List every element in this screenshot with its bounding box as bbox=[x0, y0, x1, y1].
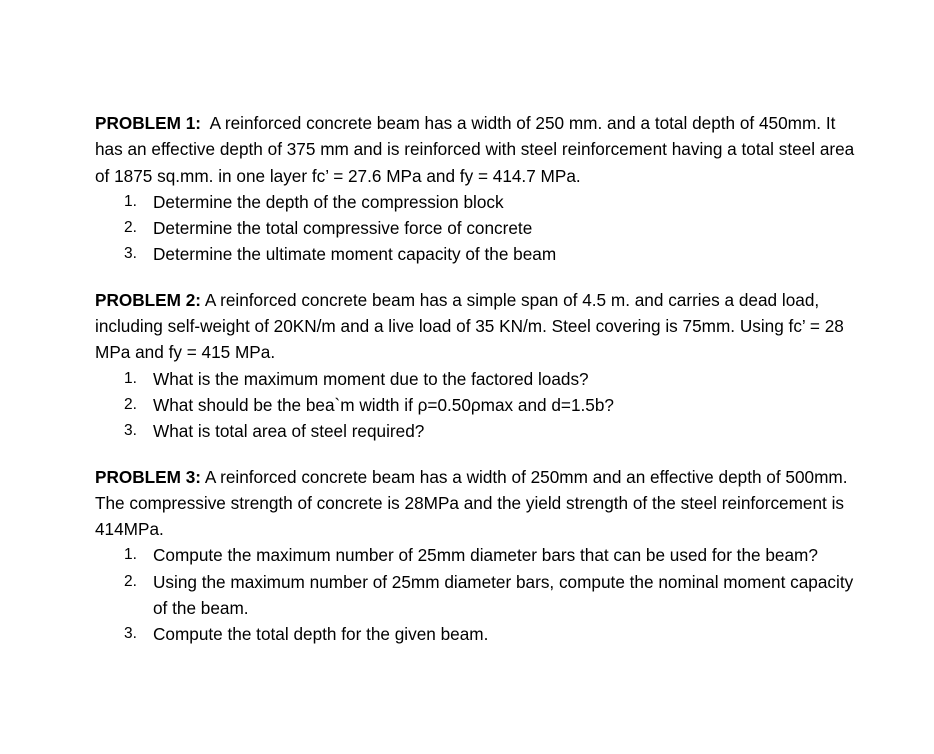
list-item bbox=[95, 392, 855, 418]
list-item-number: 1. bbox=[124, 546, 137, 564]
list-item-number: 1. bbox=[124, 192, 137, 210]
list-item-number: 2. bbox=[124, 572, 137, 590]
problem-1-questions bbox=[95, 189, 855, 268]
list-item-text: Determine the depth of the compression block bbox=[153, 191, 504, 212]
list-item-text: What is the maximum moment due to the factored loads? bbox=[153, 368, 589, 389]
list-item bbox=[95, 366, 855, 392]
document-page bbox=[95, 110, 860, 648]
problem-3-title: PROBLEM 3: bbox=[95, 466, 201, 487]
list-item bbox=[95, 215, 855, 241]
list-item-text: What is total area of steel required? bbox=[153, 421, 425, 442]
list-item bbox=[95, 189, 855, 215]
problem-2-text: A reinforced concrete beam has a simple span of 4.5 m. and carries a dead load, including self-weight of 20KN/m and a live load of 35 KN/m. Steel covering is 75mm. Using fc’ = 28 MPa and fy = 415 MPa. bbox=[95, 289, 849, 363]
problem-1-text: A reinforced concrete beam has a width of 250 mm. and a total depth of 450mm. It has an effective depth of 375 mm and is reinforced with steel reinforcement having a total steel area of 1875 sq.mm. in one layer fc’ = 27.6 MPa and fy = 414.7 MPa. bbox=[95, 113, 860, 186]
list-item bbox=[95, 621, 855, 647]
list-item-number: 1. bbox=[124, 369, 137, 387]
problem-3-questions bbox=[95, 542, 855, 647]
list-item bbox=[95, 542, 855, 568]
list-item-number: 2. bbox=[124, 219, 137, 237]
list-item-number: 2. bbox=[124, 395, 137, 413]
list-item bbox=[95, 418, 855, 444]
problem-1-statement bbox=[95, 110, 860, 189]
list-item-text: Determine the total compressive force of concrete bbox=[153, 218, 533, 239]
problem-3-text: A reinforced concrete beam has a width of 250mm and an effective depth of 500mm. The compressive strength of concrete is 28MPa and the yield strength of the steel reinforcement is 414MPa. bbox=[95, 466, 857, 540]
problem-1-title: PROBLEM 1: bbox=[95, 113, 201, 133]
list-item-text: Compute the total depth for the given beam. bbox=[153, 624, 489, 645]
list-item-number: 3. bbox=[124, 422, 137, 440]
problem-2-statement bbox=[95, 287, 855, 366]
problem-3-statement bbox=[95, 464, 855, 543]
problem-2-title: PROBLEM 2: bbox=[95, 289, 201, 310]
list-item-text: What should be the bea`m width if ρ=0.50ρmax and d=1.5b? bbox=[153, 394, 614, 415]
problem-1 bbox=[95, 110, 860, 268]
list-item bbox=[95, 241, 855, 267]
list-item-text: Using the maximum number of 25mm diameter bars, compute the nominal moment capacity of the beam. bbox=[153, 571, 854, 619]
list-item-text: Compute the maximum number of 25mm diameter bars that can be used for the beam? bbox=[153, 545, 818, 566]
list-item-number: 3. bbox=[124, 625, 137, 643]
list-item-text: Determine the ultimate moment capacity of the beam bbox=[153, 244, 557, 265]
problem-2-questions bbox=[95, 366, 855, 445]
problem-2 bbox=[95, 287, 855, 445]
list-item bbox=[95, 569, 855, 622]
list-item-number: 3. bbox=[124, 245, 137, 263]
problem-3 bbox=[95, 464, 855, 648]
